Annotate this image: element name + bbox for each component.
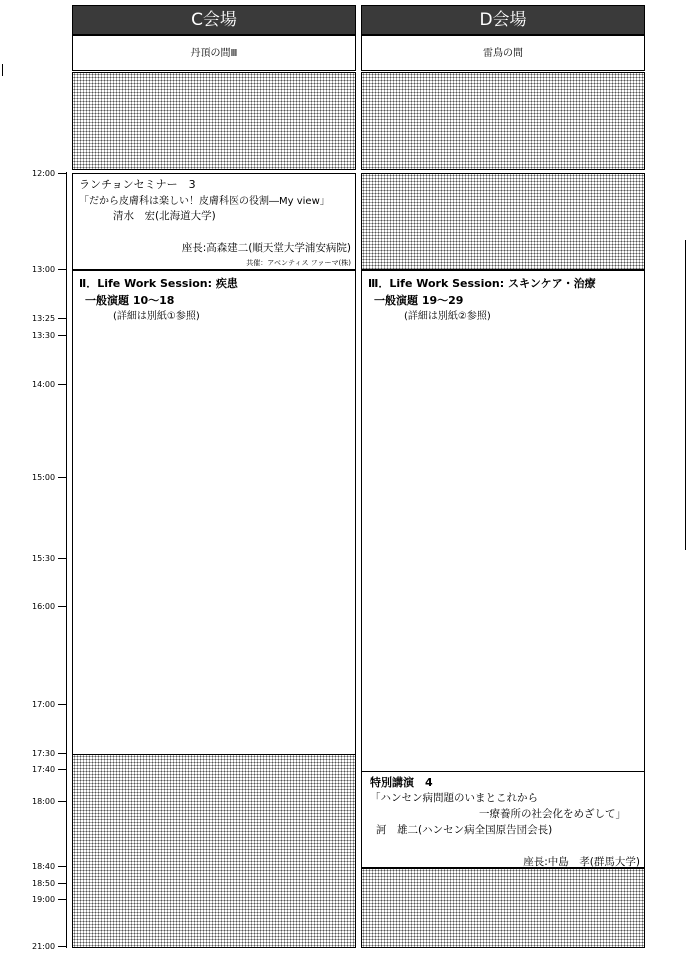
time-tick: 18:00 [32, 797, 55, 807]
time-tick: 13:25 [32, 314, 55, 324]
time-tick: 15:30 [32, 554, 55, 564]
c-luncheon-seminar [72, 173, 356, 270]
d-lecture-speaker: 訶 雄二(ハンセン病全国原告団会長) [376, 824, 553, 836]
d-special-lecture [361, 771, 645, 868]
c-session-sub: 一般演題 10～18 [85, 294, 175, 307]
time-tick: 14:00 [32, 380, 55, 390]
time-tick: 16:00 [32, 602, 55, 612]
time-tick: 13:00 [32, 265, 55, 275]
room-c-name: 丹頂の間Ⅲ [190, 48, 238, 59]
time-axis-line [66, 172, 67, 948]
d-lecture-talk1: 「ハンセン病問題のいまとこれから [370, 792, 538, 804]
d-session-sub: 一般演題 19～29 [374, 294, 464, 307]
room-c-header [72, 5, 356, 35]
room-c-name-cell [72, 35, 356, 71]
time-tick: 21:00 [32, 942, 55, 952]
c-luncheon-sponsor: 共催：アベンティス ファーマ(株) [246, 259, 351, 267]
c-session-note: (詳細は別紙①参照) [113, 311, 200, 322]
right-margin-mark [685, 240, 686, 550]
d-empty-top [361, 72, 645, 170]
time-tick: 17:00 [32, 700, 55, 710]
room-d-title: D会場 [479, 10, 527, 30]
room-c-title: C会場 [191, 10, 237, 30]
room-d-name-cell [361, 35, 645, 71]
room-d-header [361, 5, 645, 35]
d-life-work-session [361, 270, 645, 772]
c-luncheon-title: ランチョンセミナー 3 [79, 178, 196, 191]
d-lecture-title: 特別講演 4 [370, 776, 433, 789]
d-empty-lunch [361, 173, 645, 270]
d-lecture-talk2: 一療養所の社会化をめざして」 [479, 808, 626, 820]
d-empty-evening [361, 868, 645, 948]
c-luncheon-talk: 「だから皮膚科は楽しい！皮膚科医の役割―My view」 [79, 196, 330, 207]
c-empty-evening [72, 754, 356, 948]
c-luncheon-chair: 座長:高森建二(順天堂大学浦安病院) [181, 242, 351, 254]
c-luncheon-speaker: 清水 宏(北海道大学) [113, 210, 216, 222]
room-d-name: 雷鳥の間 [483, 48, 523, 59]
time-tick: 13:30 [32, 331, 55, 341]
time-tick: 17:40 [32, 765, 55, 775]
time-tick: 15:00 [32, 473, 55, 483]
time-tick: 12:00 [32, 169, 55, 179]
left-margin-mark [2, 64, 3, 76]
d-session-title: Ⅲ．Life Work Session: スキンケア・治療 [368, 277, 596, 290]
time-tick: 19:00 [32, 895, 55, 905]
d-session-note: (詳細は別紙②参照) [404, 311, 491, 322]
time-tick: 18:50 [32, 879, 55, 889]
time-tick: 18:40 [32, 862, 55, 872]
time-tick: 17:30 [32, 749, 55, 759]
c-life-work-session [72, 270, 356, 755]
c-session-title: Ⅱ．Life Work Session: 疾患 [79, 277, 238, 290]
d-lecture-chair: 座長:中島 孝(群馬大学) [523, 856, 640, 868]
c-empty-top [72, 72, 356, 170]
